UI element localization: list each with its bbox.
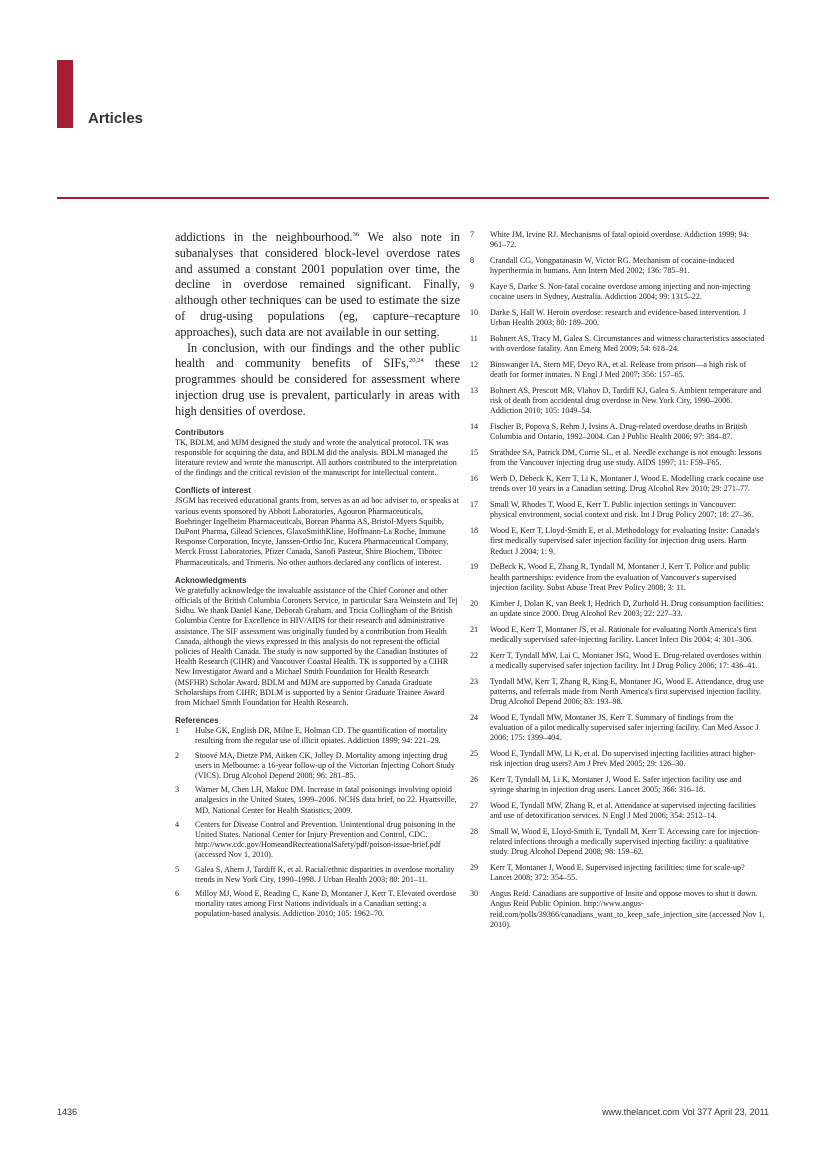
reference-text: Darke S, Hall W. Heroin overdose: research and evidence-based intervention. J Urban Health 2003; 80: 189–200. — [490, 308, 746, 328]
reference-item — [175, 751, 460, 782]
reference-item — [470, 713, 765, 744]
reference-number: 25 — [470, 749, 479, 759]
reference-text: Hulse GK, English DR, Milne E, Holman CD. The quantification of mortality resulting from the regular use of illicit opiates. Addiction 1999; 94: 221–29. — [195, 726, 448, 746]
reference-text: Milloy MJ, Wood E, Reading C, Kane D, Montaner J, Kerr T. Elevated overdose mortality rates among First Nations individuals in a Canadian setting: a population-based analysis. Addiction 2010; 105: 1962–70. — [195, 889, 457, 919]
contributors-heading: Contributors — [175, 427, 225, 437]
reference-item — [470, 625, 765, 645]
reference-number: 13 — [470, 386, 479, 395]
body-paragraph-1: addictions in the neighbourhood.$^{36}$ We also note in subanalyses that considered block-level overdose rates and assumed a constant 2001 population over time, the decline in overdose remained significant. Finally, although other techniques can be used to estimate the size of drug-using populations (eg, capture–recapture approaches), such data are not available in our setting. — [175, 230, 460, 339]
body-paragraph-2: In conclusion, with our findings and the other public health and community benefits of SIFs,$^{20,24}$ these programmes should be considered for assessment where injection drug use is prevalent, particularly in areas with high densities of overdose. — [175, 340, 461, 418]
reference-item — [470, 749, 765, 769]
reference-text: Wood E, Kerr T, Lloyd-Smith E, et al. Methodology for evaluating Insite: Canada's first medically supervised safer injection facility for injection drug users. Harm Reduct J 2004; 1: 9. — [490, 526, 760, 556]
reference-text: Wood E, Tyndall MW, Montaner JS, Kerr T. Summary of findings from the evaluation of a pilot medically supervised safer injecting facility. Can Med Assoc J 2006; 175: 1399–404. — [490, 712, 759, 743]
reference-text: Strathdee SA, Patrick DM, Currie SL, et al. Needle exchange is not enough: lessons from the Vancouver injecting drug use study. AIDS 1997; 11: F59–F65. — [490, 448, 762, 468]
reference-number: 26 — [470, 775, 479, 785]
right-column — [470, 230, 765, 936]
reference-item — [470, 308, 765, 328]
reference-text: Kimber J, Dolan K, van Beek I, Hedrich D, Zurhold H. Drug consumption facilities: an update since 2000. Drug Alcohol Rev 2003; 22: 227–33. — [490, 598, 764, 618]
reference-text: Small W, Wood E, Lloyd-Smith E, Tyndall M, Kerr T. Accessing care for injection-related infections through a medically supervised injecting facility: a qualitative study. Drug Alcohol Depend 2008; 98: 159–62. — [490, 827, 760, 857]
reference-item — [470, 526, 765, 557]
reference-text: Bohnert AS, Prescott MR, Vlahov D, Tardiff KJ, Galea S. Ambient temperature and risk of death from accidental drug overdose in New York City, 1990–2006. Addiction 2010; 105: 1049–54. — [490, 386, 762, 416]
section-color-bar — [57, 60, 73, 128]
reference-item — [470, 334, 765, 354]
reference-text: Kerr T, Tyndall MW, Lai C, Montaner JSG, Wood E. Drug-related overdoses within a medically supervised safer injection facility. Int J Drug Policy 2006; 17: 436–41. — [490, 650, 762, 670]
reference-item — [470, 651, 765, 671]
reference-item — [175, 726, 460, 746]
reference-number: 12 — [470, 360, 479, 369]
acknowledgments-heading: Acknowledgments — [175, 575, 247, 585]
reference-text: Tyndall MW, Kerr T, Zhang R, King E, Montaner JG, Wood E. Attendance, drug use patterns, and referrals made from North America's first supervised injection facility. Drug Alcohol Depend 2006; 83: 193–98. — [490, 676, 764, 707]
reference-number: 30 — [470, 889, 479, 899]
reference-item — [470, 562, 765, 593]
reference-text: Angus Reid. Canadians are supportive of Insite and oppose moves to shut it down. Angus Reid Public Opinion. http://www.angus-reid.com/polls/39366/canadians_want_to_keep_safe_injection_site (accessed Nov 1, 2010). — [490, 889, 765, 929]
reference-list-right — [470, 230, 765, 930]
reference-number: 20 — [470, 598, 479, 608]
reference-text: Crandall CG, Vongpatanasin W, Victor RG. Mechanism of cocaine-induced hyperthermia in humans. Ann Intern Med 2002; 136: 785–91. — [490, 256, 735, 276]
reference-number: 28 — [470, 827, 479, 837]
reference-item — [470, 360, 765, 380]
reference-number: 4 — [175, 819, 180, 829]
reference-text: Kaye S, Darke S. Non-fatal cocaine overdose among injecting and non-injecting cocaine users in Sydney, Australia. Addiction 2004; 99: 1315–22. — [490, 282, 751, 302]
reference-number: 5 — [175, 864, 180, 874]
reference-item — [470, 801, 765, 821]
reference-item — [470, 863, 765, 883]
reference-number: 7 — [470, 230, 475, 239]
reference-number: 10 — [470, 308, 479, 317]
body-text — [175, 230, 460, 420]
reference-item — [470, 422, 765, 442]
reference-text: Stoové MA, Dietze PM, Aitken CK, Jolley D. Mortality among injecting drug users in Melbourne: a 16-year follow-up of the Victorian Injecting Cohort Study (VICS). Drug Alcohol Depend 2008; 96: 281–85. — [195, 750, 455, 781]
reference-item — [470, 474, 765, 494]
header-rule — [57, 197, 769, 199]
reference-text: Warner M, Chen LH, Makuc DM. Increase in fatal poisonings involving opioid analgesics in the United States, 1999–2006. NCHS data brief, no 22. Hyattsville, MD, National Center for Health Statistics; 2009. — [195, 785, 457, 815]
reference-number: 27 — [470, 801, 479, 811]
reference-item — [175, 785, 460, 816]
journal-footer: www.thelancet.com Vol 377 April 23, 2011 — [602, 1107, 769, 1117]
reference-number: 3 — [175, 785, 180, 795]
reference-text: DeBeck K, Wood E, Zhang R, Tyndall M, Montaner J, Kerr T. Police and public health partnerships: evidence from the evaluation of Vancouver's supervised injection facility. Subst Abuse Treat Prev Policy 2008; 3: 11. — [490, 562, 750, 592]
reference-item — [470, 256, 765, 276]
reference-item — [470, 448, 765, 468]
contributors-text: TK, BDLM, and MJM designed the study and wrote the analytical protocol. TK was responsible for acquiring the data, and BDLM did the analysis. BDLM managed the literature review and wrote the manuscript. All authors contributed to the interpretation of the findings and the critical revision of the manuscript for intellectual content. — [175, 437, 457, 478]
reference-text: Wood E, Kerr T, Montaner JS, et al. Rationale for evaluating North America's first medically supervised safer-injecting facility. Lancet Infect Dis 2004; 4: 301–306. — [490, 624, 757, 644]
reference-text: Kerr T, Tyndall M, Li K, Montaner J, Wood E. Safer injection facility use and syringe sharing in injection drug users. Lancet 2005; 366: 316–18. — [490, 775, 742, 795]
conflicts-text: JSGM has received educational grants from, serves as an ad hoc adviser to, or speaks at various events sponsored by Abbott Laboratories, Agouron Pharmaceuticals, Boehringer Ingelheim Pharmaceuticals, Borean Pharma AS, Bristol-Myers Squibb, DuPont Pharma, Gilead Sciences, GlaxoSmithKline, Hoffmann-La Roche, Immune Response Corporation, Incyte, Janssen-Ortho Inc, Kucera Pharmaceutical Company, Merck Frosst Laboratories, Pfizer Canada, Sanofi Pasteur, Shire Biochem, Tibotec Pharmaceuticals, and Trimeris. No other authors declared any conflicts of interest. — [175, 496, 459, 567]
reference-number: 16 — [470, 474, 479, 484]
section-label: Articles — [88, 110, 144, 127]
conflicts-heading: Conflicts of interest — [175, 486, 251, 496]
reference-item — [175, 820, 460, 861]
reference-text: Binswanger IA, Stern MF, Deyo RA, et al. Release from prison—a high risk of death for former inmates. N Engl J Med 2007; 356: 157–65. — [490, 360, 747, 380]
reference-number: 22 — [470, 650, 479, 660]
reference-item — [470, 230, 765, 250]
reference-item — [175, 889, 460, 920]
reference-number: 11 — [470, 334, 478, 343]
reference-item — [470, 282, 765, 302]
reference-text: Centers for Disease Control and Prevention. Unintentional drug poisoning in the United States. National Center for Injury Prevention and Control, CDC. http://www.cdc.gov/HomeandRecreationalSafety/pdf/poison-issue-brief.pdf (accessed Nov 1, 2010). — [195, 819, 456, 860]
reference-text: Werb D, Debeck K, Kerr T, Li K, Montaner J, Wood E. Modelling crack cocaine use trends over 10 years in a Canadian setting. Drug Alcohol Rev 2010; 29: 271–77. — [490, 474, 764, 494]
reference-number: 8 — [470, 256, 475, 265]
reference-text: Small W, Rhodes T, Wood E, Kerr T. Public injection settings in Vancouver: physical environment, social context and risk. Int J Drug Policy 2007; 18: 27–36. — [490, 500, 754, 520]
acknowledgments-text: We gratefully acknowledge the invaluable assistance of the Chief Coroner and other officials of the British Columbia Coroners Service, in particular Sara Weinstein and Tej Sidhu. We thank Daniel Kane, Deborah Graham, and Tricia Collingham of the British Columbia Centre for Excellence in HIV/AIDS for their research and administrative assistance. The SIF assessment was originally funded by a contribution from Health Canada, although the views expressed in this analysis do not represent the official policies of Health Canada. The study is now supported by the Canadian Institutes of Health Research (CIHR) and Vancouver Coastal Health. TK is supported by a CIHR New Investigator Award and a Michael Smith Foundation for Health Research (MSFHR) Scholar Award. BDLM and MJM are supported by Canada Graduate Scholarships from CIHR; BDLM is supported by a Senior Graduate Trainee Award from Michael Smith Foundation for Health Research. — [175, 585, 458, 708]
reference-text: Wood E, Tyndall MW, Li K, et al. Do supervised injecting facilities attract higher-risk injection drug users? Am J Prev Med 2005; 29: 126–30. — [490, 749, 756, 769]
left-column — [175, 230, 460, 924]
reference-number: 1 — [175, 726, 180, 736]
reference-text: White JM, Irvine RJ. Mechanisms of fatal opioid overdose. Addiction 1999; 94: 961–72. — [490, 230, 749, 250]
reference-number: 17 — [470, 500, 479, 510]
reference-number: 18 — [470, 526, 479, 536]
reference-number: 15 — [470, 448, 479, 458]
reference-text: Wood E, Tyndall MW, Zhang R, et al. Attendance at supervised injecting facilities and use of detoxification services. N Engl J Med 2006; 354: 2512–14. — [490, 801, 756, 821]
reference-item — [470, 677, 765, 708]
reference-number: 23 — [470, 676, 479, 686]
reference-item — [470, 500, 765, 520]
reference-number: 21 — [470, 624, 479, 634]
reference-item — [470, 827, 765, 858]
reference-number: 19 — [470, 562, 479, 572]
reference-text: Fischer B, Popova S, Rehm J, Ivsins A. Drug-related overdose deaths in British Columbia and Ontario, 1992–2004. Can J Public Health 2006; 97: 384–87. — [490, 422, 748, 442]
reference-item — [470, 775, 765, 795]
reference-item — [470, 599, 765, 619]
reference-item — [470, 889, 765, 930]
reference-text: Galea S, Ahern J, Tardiff K, et al. Racial/ethnic disparities in overdose mortality trends in New York City, 1990–1998. J Urban Health 2003; 80: 201–11. — [195, 864, 455, 884]
references-heading: References — [175, 716, 219, 726]
reference-number: 9 — [470, 282, 475, 291]
page-number: 1436 — [57, 1107, 78, 1117]
reference-text: Bohnert AS, Tracy M, Galea S. Circumstances and witness characteristics associated with overdose fatality. Ann Emerg Med 2009; 54: 618–24. — [490, 334, 765, 354]
reference-number: 24 — [470, 712, 479, 722]
reference-number: 6 — [175, 889, 180, 899]
reference-number: 14 — [470, 422, 479, 432]
reference-item — [470, 386, 765, 417]
reference-number: 29 — [470, 863, 479, 873]
reference-item — [175, 865, 460, 885]
reference-number: 2 — [175, 750, 180, 760]
reference-list-left — [175, 726, 460, 919]
reference-text: Kerr T, Montaner J, Wood E. Supervised injecting facilities: time for scale-up? Lancet 2008; 372: 354–55. — [490, 863, 745, 883]
